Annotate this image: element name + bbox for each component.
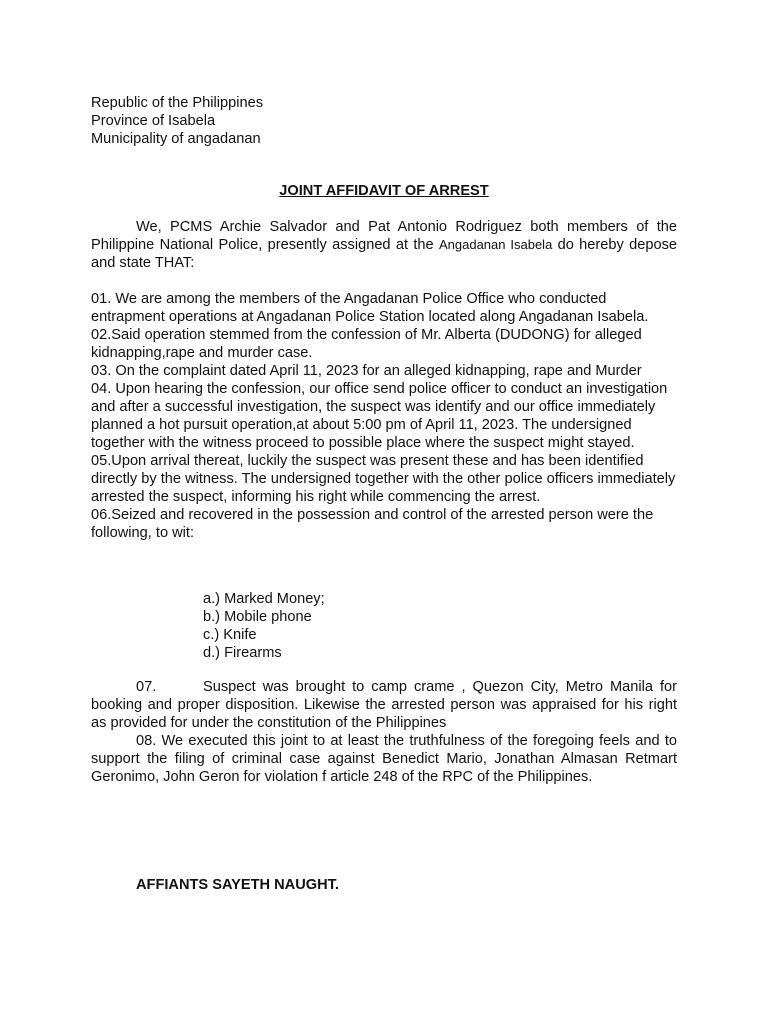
statement-08: 08. We executed this joint to at least the truthfulness of the foregoing feels and to support the filing of criminal case against Benedict Mario, Jonathan Almasan Retmart Geronimo, John Geron for violation f article 248 of the RPC of the Philippines. (91, 733, 677, 785)
intro-paragraph (91, 218, 677, 272)
seized-items-list (203, 590, 325, 662)
statement-07-text: Suspect was brought to camp crame , Quezon City, Metro Manila for booking and proper disposition. Likewise the arrested person was appraised for his right as provided for under the constitution of the Philippines (91, 679, 677, 731)
intro-place: Angadanan Isabela (438, 237, 553, 252)
statement-07-number: 07. (136, 679, 157, 695)
intro-text-end: do hereby depose and state THAT: (91, 237, 677, 271)
seized-item-d: d.) Firearms (203, 645, 282, 661)
statement-02: 02.Said operation stemmed from the confession of Mr. Alberta (DUDONG) for alleged kidnapping,rape and murder case. (91, 327, 642, 361)
statement-01: 01. We are among the members of the Angadanan Police Office who conducted entrapment operations at Angadanan Police Station located along Angadanan Isabela. (91, 291, 649, 325)
intro-text-start: We, PCMS Archie Salvador and Pat Antonio Rodriguez both members of the Philippine National Police, presently assigned at the (91, 219, 677, 253)
seized-item-c: c.) Knife (203, 627, 257, 643)
document-header (91, 94, 263, 148)
statement-03: 03. On the complaint dated April 11, 2023 for an alleged kidnapping, rape and Murder (91, 363, 642, 379)
closing-statement: AFFIANTS SAYETH NAUGHT. (136, 877, 339, 893)
seized-item-a: a.) Marked Money; (203, 591, 325, 607)
numbered-statements (91, 290, 681, 542)
statement-07 (91, 678, 677, 732)
statement-05: 05.Upon arrival thereat, luckily the suspect was present these and has been identified directly by the witness. The undersigned together with the other police officers immediately arrested the suspect, informing his right while commencing the arrest. (91, 453, 676, 505)
statement-06: 06.Seized and recovered in the possession and control of the arrested person were the following, to wit: (91, 507, 654, 541)
statement-04: 04. Upon hearing the confession, our office send police officer to conduct an investigation and after a successful investigation, the suspect was identify and our office immediately planned a hot pursuit operation,at about 5:00 pm of April 11, 2023. The undersigned together with the witness proceed to possible place where the suspect might stayed. (91, 381, 668, 451)
seized-item-b: b.) Mobile phone (203, 609, 312, 625)
header-province: Province of Isabela (91, 113, 216, 129)
document-title: JOINT AFFIDAVIT OF ARREST (279, 183, 489, 199)
header-republic: Republic of the Philippines (91, 95, 263, 111)
header-municipality: Municipality of angadanan (91, 131, 261, 147)
